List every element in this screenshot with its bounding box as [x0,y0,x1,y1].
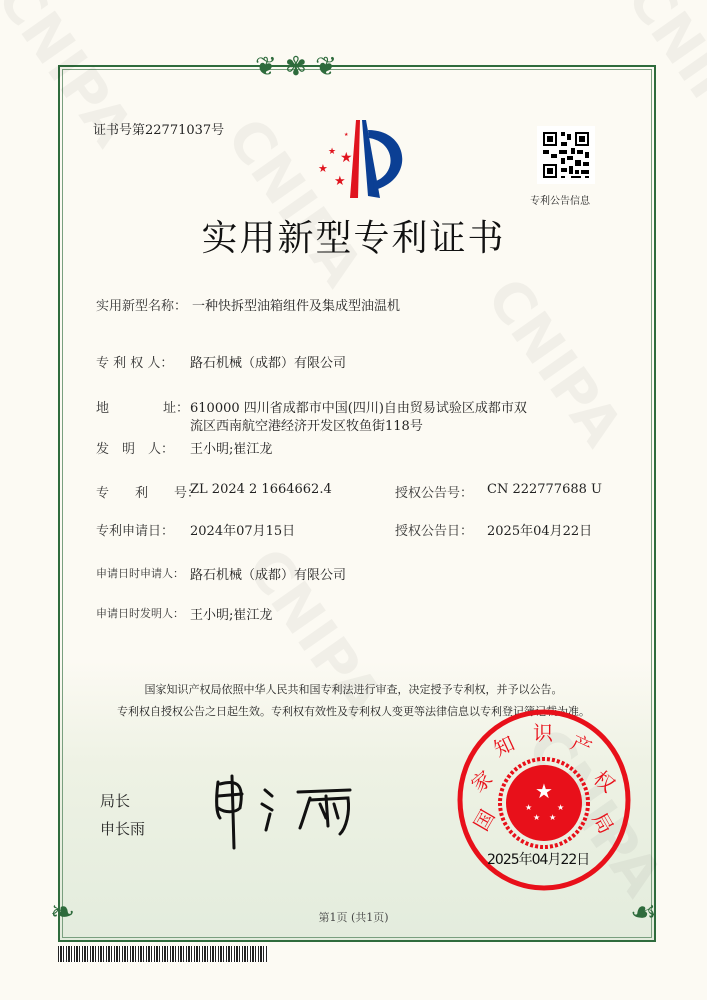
svg-text:★: ★ [535,779,553,803]
address-label: 地 [96,401,110,416]
svg-text:★: ★ [557,803,565,812]
svg-text:家: 家 [466,765,498,798]
svg-text:★: ★ [340,150,353,166]
svg-text:★: ★ [525,803,533,812]
inventor-at-filing-value: 王小明;崔江龙 [190,608,273,623]
qr-code-icon [537,126,595,184]
svg-text:★: ★ [549,813,557,822]
seal-date: 2025年04月22日 [487,852,590,868]
page-title: 实用新型专利证书 [201,218,506,259]
statement-line-1: 国家知识产权局依照中华人民共和国专利法进行审查，决定授予专利权，并予以公告。 [144,683,563,696]
inventor-label: 发 明 人： [96,442,175,457]
applicant-at-filing-value: 路石机械（成都）有限公司 [190,568,347,583]
grant-pub-date-label: 授权公告日： [395,524,474,539]
signatory-title: 局长 [100,792,131,810]
certificate-number: 证书号第22771037号 [93,123,225,138]
patentee-label: 专 利 权 人： [96,356,174,371]
svg-text:局: 局 [587,808,619,838]
svg-text:知: 知 [490,731,519,762]
qr-label: 专利公告信息 [530,196,590,207]
address-line-1: 610000 四川省成都市中国(四川)自由贸易试验区成都市双 [190,401,527,416]
svg-text:国: 国 [468,805,500,835]
svg-text:★: ★ [533,813,541,822]
grant-pub-date-value: 2025年04月22日 [487,524,593,539]
corner-ornament-bottom-right: ☙ [630,895,657,930]
filing-date-label: 专利申请日： [96,524,175,539]
signature [210,768,370,853]
svg-text:★: ★ [334,174,346,189]
svg-text:识: 识 [533,721,553,745]
svg-text:权: 权 [588,765,620,798]
grant-pub-number-value: CN 222777688 U [487,482,602,497]
address-label-suffix: 址： [163,401,190,416]
svg-text:产: 产 [567,730,596,761]
address-line-2: 流区西南航空港经济开发区牧鱼街118号 [190,419,423,434]
cnipa-logo-icon [300,120,410,200]
svg-text:★: ★ [344,132,349,138]
applicant-at-filing-label: 申请日时申请人： [96,567,184,580]
inventor-at-filing-label: 申请日时发明人： [96,607,184,620]
corner-ornament-bottom-left: ❧ [50,895,76,930]
inventor-value: 王小明;崔江龙 [190,442,273,457]
barcode [58,946,268,962]
page-number: 第1页 (共1页) [318,911,389,924]
patent-number-value: ZL 2024 2 1664662.4 [190,482,332,497]
name-value: 一种快拆型油箱组件及集成型油温机 [192,299,401,314]
svg-text:★: ★ [328,147,337,157]
statement-line-2: 专利权自授权公告之日起生效。专利权有效性及专利权人变更等法律信息以专利登记簿记载为准。 [117,705,590,718]
top-ornament: ❦ ✾ ❦ [255,52,337,82]
grant-pub-number-label: 授权公告号： [395,486,474,501]
svg-text:★: ★ [318,162,328,175]
filing-date-value: 2024年07月15日 [190,524,296,539]
patent-number-label: 专 利 号： [96,486,201,501]
name-label: 实用新型名称： [96,299,188,314]
signatory-name: 申长雨 [100,820,146,838]
patentee-value: 路石机械（成都）有限公司 [190,356,347,371]
